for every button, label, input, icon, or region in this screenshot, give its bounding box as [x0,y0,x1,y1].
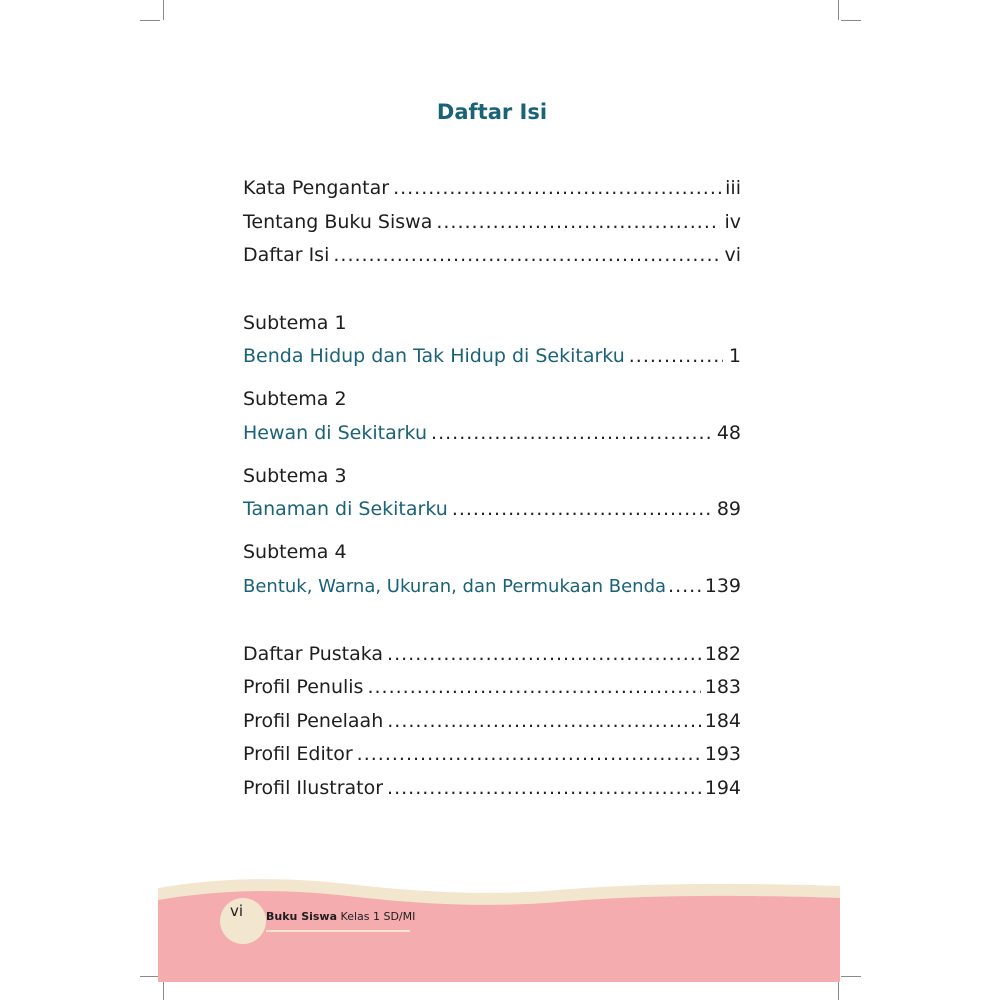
toc-label: Benda Hidup dan Tak Hidup di Sekitarku [243,345,625,367]
toc-entry-daftar-isi [243,243,741,267]
crop-mark [163,0,164,20]
toc-label: Tanaman di Sekitarku [243,498,448,520]
toc-label: Tentang Buku Siswa [243,211,433,233]
toc-page-number: 182 [704,643,741,665]
toc-label: Kata Pengantar [243,177,390,199]
toc-leader [387,642,701,666]
toc-entry-profil-ilustrator [243,776,741,800]
page-title: Daftar Isi [436,100,548,124]
toc-leader [452,497,713,521]
toc-leader [367,675,700,699]
toc-entry-subtheme-1 [243,344,741,368]
subtheme-heading: Subtema 4 [243,541,347,563]
toc-page-number: 48 [716,422,741,444]
toc-entry-daftar-pustaka [243,642,741,666]
toc-leader [387,776,701,800]
subtheme-heading: Subtema 3 [243,465,347,487]
crop-mark [163,980,164,1000]
toc-page-number: 1 [728,345,741,367]
toc-label: Daftar Isi [243,244,330,266]
toc-leader [357,742,701,766]
toc-leader [436,210,720,234]
toc-page-number: iv [724,211,741,233]
crop-mark [841,976,861,977]
toc-entry-kata-pengantar [243,176,741,200]
toc-entry-tentang-buku-siswa [243,210,741,234]
toc-label: Profil Ilustrator [243,777,384,799]
footer-underline [266,930,410,932]
toc-page-number: iii [725,177,741,199]
toc-entry-subtheme-4 [243,574,741,599]
book-title [266,910,415,923]
crop-mark [838,980,839,1000]
subtheme-heading: Subtema 1 [243,312,347,334]
toc-label: Profil Editor [243,743,353,765]
toc-label: Profil Penulis [243,676,364,698]
toc-page-number: 194 [704,777,741,799]
page-number: vi [230,902,244,920]
toc-page-number: 139 [704,575,741,597]
toc-leader [431,421,713,445]
toc-leader [387,709,700,733]
toc-entry-profil-penelaah [243,709,741,733]
toc-leader [629,344,723,368]
toc-page-number: 184 [704,710,741,732]
toc-page-number: vi [724,244,741,266]
toc-leader [393,176,721,200]
toc-leader [333,243,720,267]
toc-page-number: 89 [716,498,741,520]
book-title-bold: Buku Siswa [266,910,338,923]
subtheme-heading: Subtema 2 [243,388,347,410]
toc-entry-profil-editor [243,742,741,766]
toc-leader [668,574,703,598]
crop-mark [140,20,160,21]
toc-label: Bentuk, Warna, Ukuran, dan Permukaan Benda [243,576,667,597]
toc-page-number: 193 [704,743,741,765]
toc-label: Hewan di Sekitarku [243,422,428,444]
crop-mark [838,0,839,20]
crop-mark [841,20,861,21]
toc-label: Daftar Pustaka [243,643,384,665]
toc-entry-profil-penulis [243,675,741,699]
toc-label: Profil Penelaah [243,710,384,732]
toc-entry-subtheme-3 [243,497,741,521]
page-footer [158,876,840,982]
book-title-rest: Kelas 1 SD/MI [340,910,416,923]
toc-entry-subtheme-2 [243,421,741,445]
toc-page-number: 183 [704,676,741,698]
crop-mark [140,976,160,977]
